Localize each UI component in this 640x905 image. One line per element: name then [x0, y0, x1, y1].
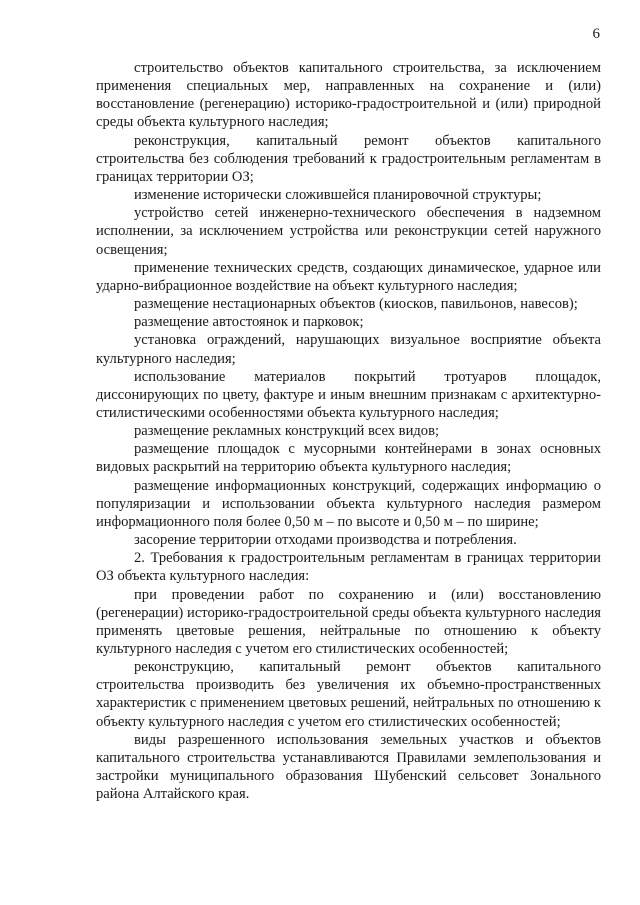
paragraph: засорение территории отходами производства и потребления.	[134, 532, 517, 549]
paragraph: применение технических средств, создающих динамическое, ударное или ударно-вибрационное воздействие на объект культурного наследия;	[96, 259, 601, 294]
paragraph: размещение информационных конструкций, содержащих информацию о популяризации и использовании объекта культурного наследия размером информационного поля более 0,50 м – по высоте и 0,50 м – по ширине;	[96, 477, 601, 530]
paragraph: установка ограждений, нарушающих визуальное восприятие объекта культурного наследия;	[96, 332, 601, 367]
paragraph: при проведении работ по сохранению и (или) восстановлению (регенерации) историко-градостроительной среды объекта культурного наследия применять цветовые решения, нейтральные по отношению к объекту культурного наследия с учетом его стилистических особенностей;	[96, 586, 601, 657]
paragraph: размещение нестационарных объектов (киосков, павильонов, навесов);	[134, 296, 578, 313]
paragraph: устройство сетей инженерно-технического обеспечения в надземном исполнении, за исключением устройства или реконструкции сетей наружного освещения;	[96, 205, 601, 258]
paragraph: строительство объектов капитального строительства, за исключением применения специальных мер, направленных на сохранение и (или) восстановление (регенерацию) историко-градостроительной и (или) природной среды объекта культурного наследия;	[96, 60, 601, 131]
paragraph: реконструкция, капитальный ремонт объектов капитального строительства без соблюдения требований к градостроительным регламентам в границах территории ОЗ;	[96, 132, 601, 185]
paragraph: изменение исторически сложившейся планировочной структуры;	[134, 187, 542, 204]
paragraph: размещение рекламных конструкций всех видов;	[134, 423, 440, 440]
document-body	[96, 59, 601, 803]
paragraph: виды разрешенного использования земельных участков и объектов капитального строительства устанавливаются Правилами землепользования и застройки муниципального образования Шубенский сельсовет Зонального района Алтайского края.	[96, 731, 601, 803]
page-number: 6	[592, 26, 600, 42]
section-heading-paragraph: 2. Требования к градостроительным регламентам в границах территории ОЗ объекта культурного наследия:	[96, 550, 601, 585]
paragraph: размещение автостоянок и парковок;	[134, 314, 364, 331]
paragraph: размещение площадок с мусорными контейнерами в зонах основных видовых раскрытий на территорию объекта культурного наследия;	[96, 441, 601, 476]
paragraph: реконструкцию, капитальный ремонт объектов капитального строительства производить без увеличения их объемно-пространственных характеристик с применением цветовых решений, нейтральных по отношению к объекту культурного наследия с учетом его стилистических особенностей;	[96, 659, 601, 730]
paragraph: использование материалов покрытий тротуаров площадок, диссонирующих по цвету, фактуре и иным внешним признакам с архитектурно-стилистическими особенностями объекта культурного наследия;	[96, 368, 601, 421]
